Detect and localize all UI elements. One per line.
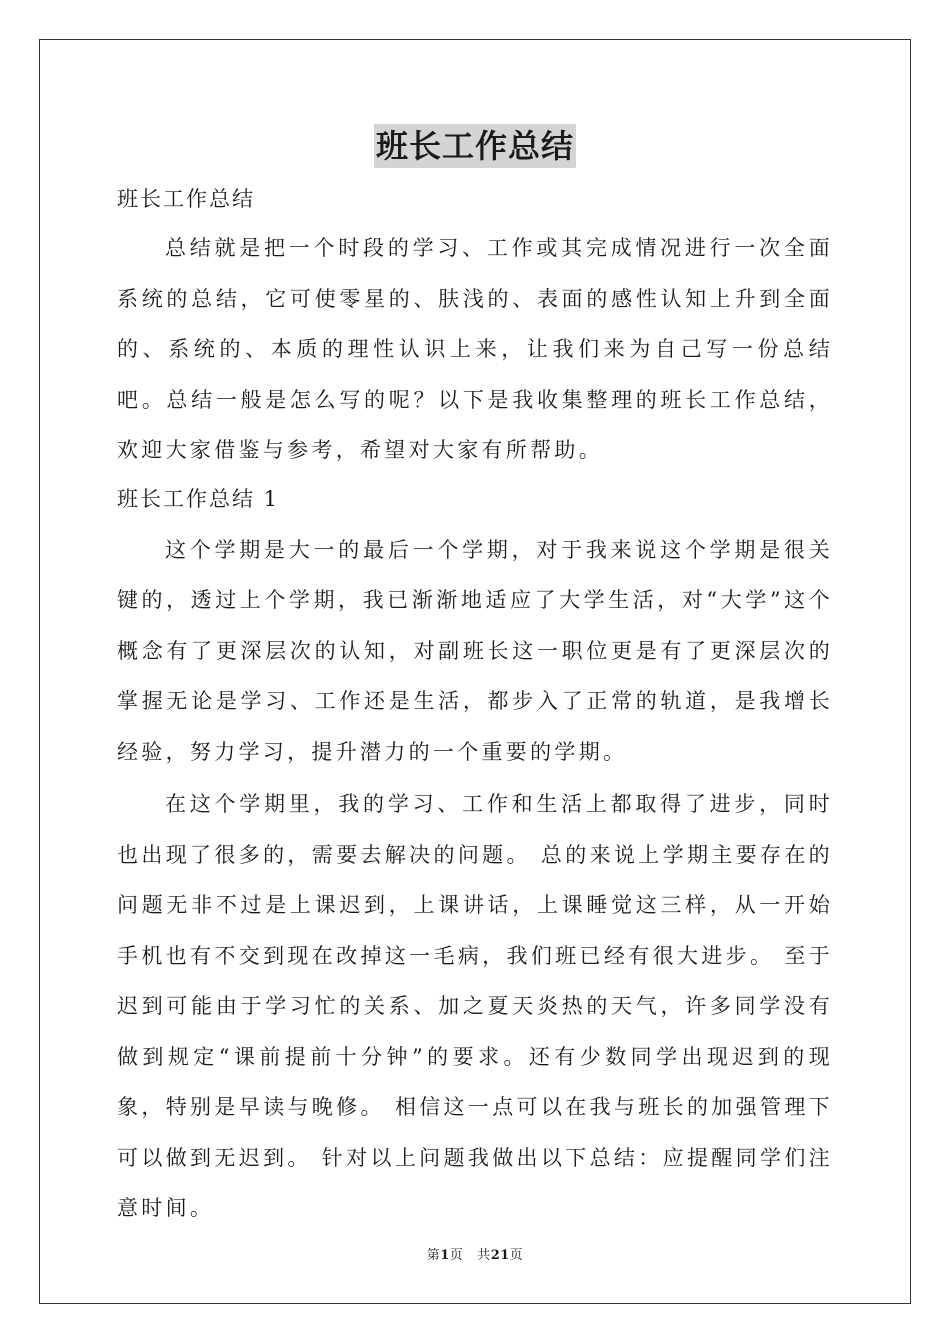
section-heading: 班长工作总结 1 xyxy=(117,486,280,511)
footer-page-prefix: 第 xyxy=(426,1248,441,1263)
footer-total-pages: 21 xyxy=(490,1248,510,1263)
document-subtitle: 班长工作总结 xyxy=(117,187,255,211)
footer-page-number: 1 xyxy=(440,1248,450,1263)
document-title-text: 班长工作总结 xyxy=(374,124,576,168)
body-paragraph: 这个学期是大一的最后一个学期，对于我来说这个学期是很关键的，透过上个学期，我已渐渐地适应了大学生活，对“大学”这个概念有了更深层次的认知，对副班长这一职位更是有了更深层次的掌握无论是学习、工作还是生活，都步入了正常的轨道，是我增长经验，努力学习，提升潜力的一个重要的学期。 xyxy=(117,537,833,764)
footer-total-prefix: 共 xyxy=(477,1248,491,1263)
page-footer xyxy=(0,1247,950,1265)
intro-paragraph: 总结就是把一个时段的学习、工作或其完成情况进行一次全面系统的总结，它可使零星的、肤浅的、表面的感性认知上升到全面的、系统的、本质的理性认识上来，让我们来为自己写一份总结吧。总结一般是怎么写的呢？以下是我收集整理的班长工作总结，欢迎大家借鉴与参考，希望对大家有所帮助。 xyxy=(117,236,833,462)
footer-total-unit: 页 xyxy=(509,1248,524,1263)
document-body xyxy=(117,178,833,1234)
document-title xyxy=(0,124,950,168)
footer-page-unit: 页 xyxy=(449,1248,464,1263)
body-paragraph: 在这个学期里，我的学习、工作和生活上都取得了进步，同时也出现了很多的，需要去解决的问题。 总的来说上学期主要存在的问题无非不过是上课迟到，上课讲话，上课睡觉这三样，从一开始手机也有不交到现在改掉这一毛病，我们班已经有很大进步。 至于迟到可能由于学习忙的关系、加之夏天炎热的天气，许多同学没有做到规定“课前提前十分钟”的要求。还有少数同学出现迟到的现象，特别是早读与晚修。 相信这一点可以在我与班长的加强管理下可以做到无迟到。 针对以上问题我做出以下总结：应提醒同学们注意时间。 xyxy=(117,792,833,1220)
